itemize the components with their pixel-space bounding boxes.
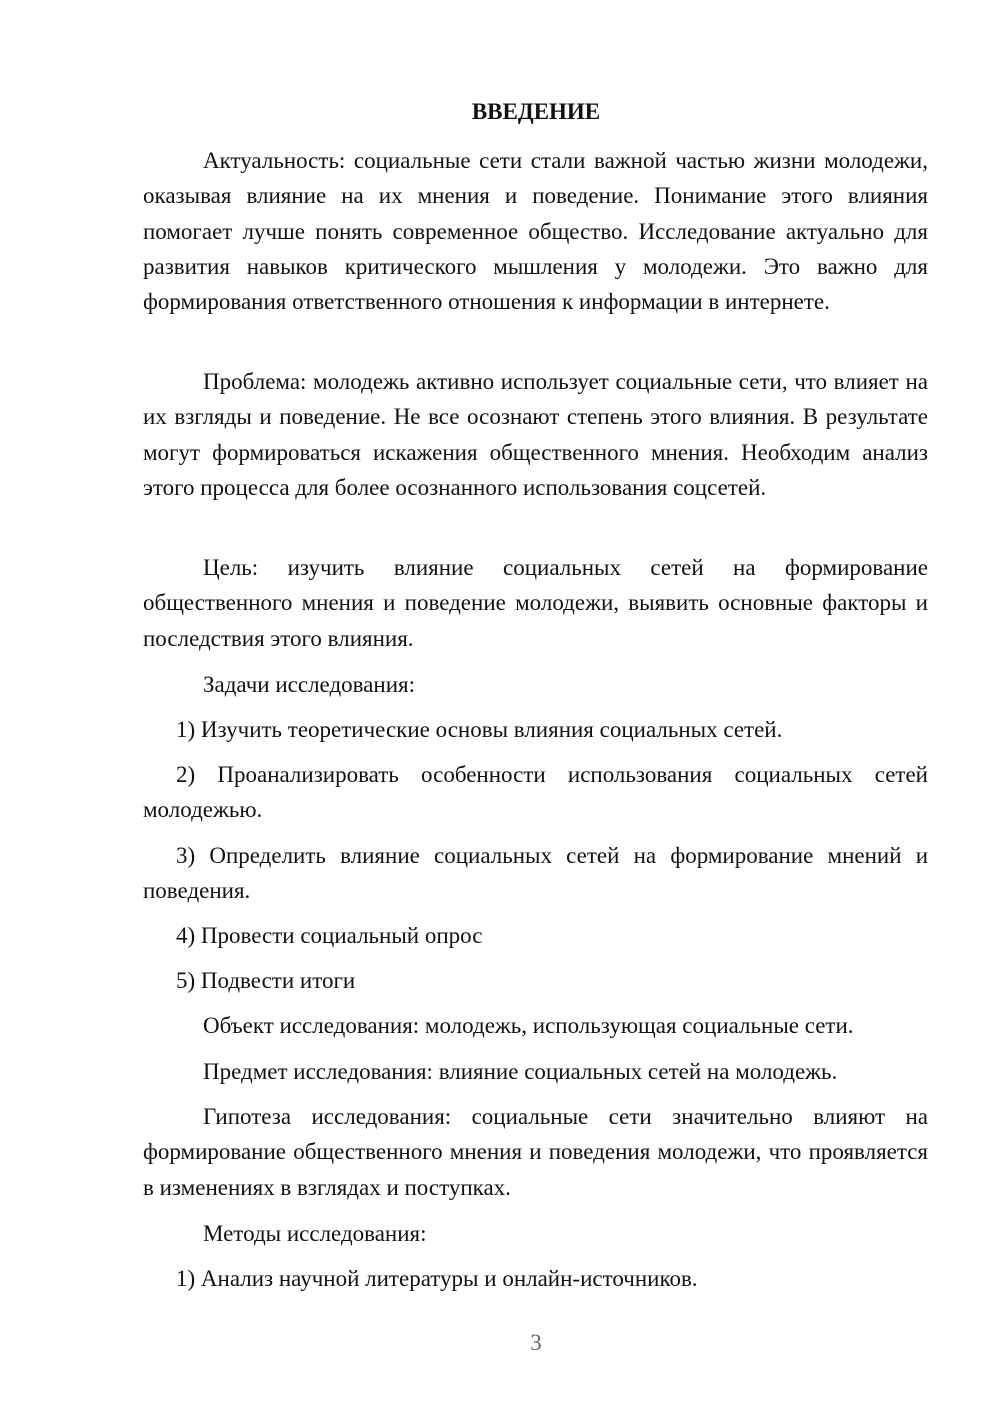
paragraph-hypothesis: Гипотеза исследования: социальные сети значительно влияют на формирование общественного мнения и поведения молодежи, что проявляется в изменениях в взглядах и поступках.: [143, 1104, 928, 1200]
list-item-task-2: 2) Проанализировать особенности использования социальных сетей молодежью.: [143, 762, 928, 823]
list-item-task-3: 3) Определить влияние социальных сетей на формирование мнений и поведения.: [143, 843, 928, 904]
paragraph-subject: Предмет исследования: влияние социальных сетей на молодежь.: [203, 1059, 838, 1084]
paragraph-relevance: Актуальность: социальные сети стали важной частью жизни молодежи, оказывая влияние на их мнения и поведение. Понимание этого влияния помогает лучше понять современное общество. Исследование актуально для развития навыков критического мышления у молодежи. Это важно для формирования ответственного отношения к информации в интернете.: [143, 148, 928, 315]
page-title: ВВЕДЕНИЕ: [471, 99, 601, 124]
paragraph-object: Объект исследования: молодежь, использующая социальные сети.: [203, 1013, 854, 1038]
list-item-task-5: 5) Подвести итоги: [176, 968, 356, 993]
paragraph-tasks-heading: Задачи исследования:: [203, 672, 416, 697]
paragraph-goal: Цель: изучить влияние социальных сетей на формирование общественного мнения и поведение молодежи, выявить основные факторы и последствия этого влияния.: [143, 555, 928, 651]
list-item-task-4: 4) Провести социальный опрос: [176, 923, 483, 948]
page-number: 3: [530, 1330, 542, 1355]
list-item-task-1: 1) Изучить теоретические основы влияния социальных сетей.: [176, 717, 783, 742]
paragraph-methods-heading: Методы исследования:: [203, 1221, 427, 1246]
paragraph-problem: Проблема: молодежь активно использует социальные сети, что влияет на их взгляды и поведение. Не все осознают степень этого влияния. В результате могут формироваться искажения общественного мнения. Необходим анализ этого процесса для более осознанного использования соцсетей.: [143, 369, 928, 500]
list-item-method-1: 1) Анализ научной литературы и онлайн-источников.: [176, 1266, 698, 1291]
